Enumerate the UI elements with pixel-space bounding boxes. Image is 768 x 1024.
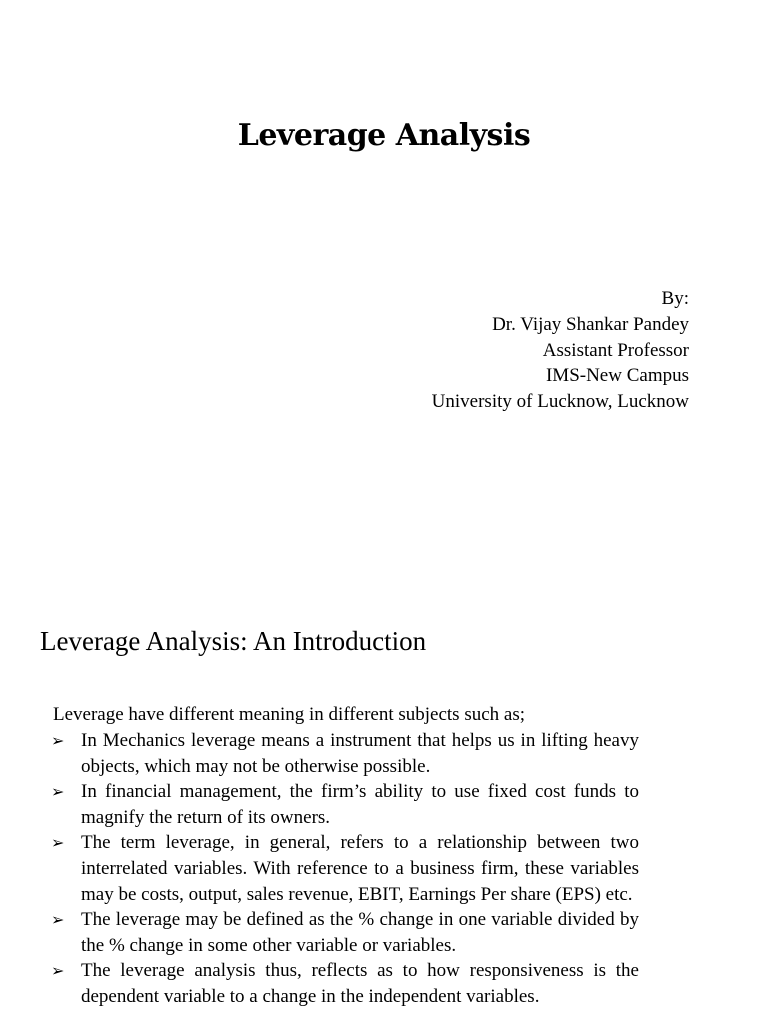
author-campus: IMS-New Campus [545,365,689,387]
presentation-title: Leverage Analysis [237,118,531,153]
bullet-item [51,958,639,1009]
arrowhead-bullet-icon: ➢ [51,731,65,750]
intro-text: Leverage have different meaning in different subjects such as; [53,704,526,725]
bullet-text: The leverage analysis thus, reflects as to how responsiveness is the dependent variable to a change in the independent variables. [81,960,639,1007]
bullet-text: In Mechanics leverage means a instrument that helps us in lifting heavy objects, which may not be otherwise possible. [81,730,639,777]
author-by-label: By: [661,288,689,309]
introduction-slide [0,576,768,1024]
author-position: Assistant Professor [542,339,689,361]
arrowhead-bullet-icon: ➢ [51,833,65,853]
slide-title: Leverage Analysis: An Introduction [40,626,427,656]
arrowhead-bullet-icon: ➢ [51,961,65,981]
bullet-text: The leverage may be defined as the % change in one variable divided by the % change in some other variable or variables. [81,909,639,956]
bullet-text: The term leverage, in general, refers to a relationship between two interrelated variables. With reference to a business firm, these variables may be costs, output, sales revenue, EBIT, Earnings Per share (EPS) etc. [81,832,639,905]
author-university: University of Lucknow, Lucknow [431,391,689,413]
arrowhead-bullet-icon: ➢ [51,782,65,802]
bullet-item [51,830,639,907]
bullet-list [51,728,639,1010]
author-block [432,286,689,415]
bullet-text: In financial management, the firm’s ability to use fixed cost funds to magnify the return of its owners. [81,781,639,828]
bullet-item [51,907,639,958]
bullet-item [51,728,639,779]
author-name: Dr. Vijay Shankar Pandey [492,313,689,335]
bullet-item [51,779,639,830]
arrowhead-bullet-icon: ➢ [51,910,65,930]
